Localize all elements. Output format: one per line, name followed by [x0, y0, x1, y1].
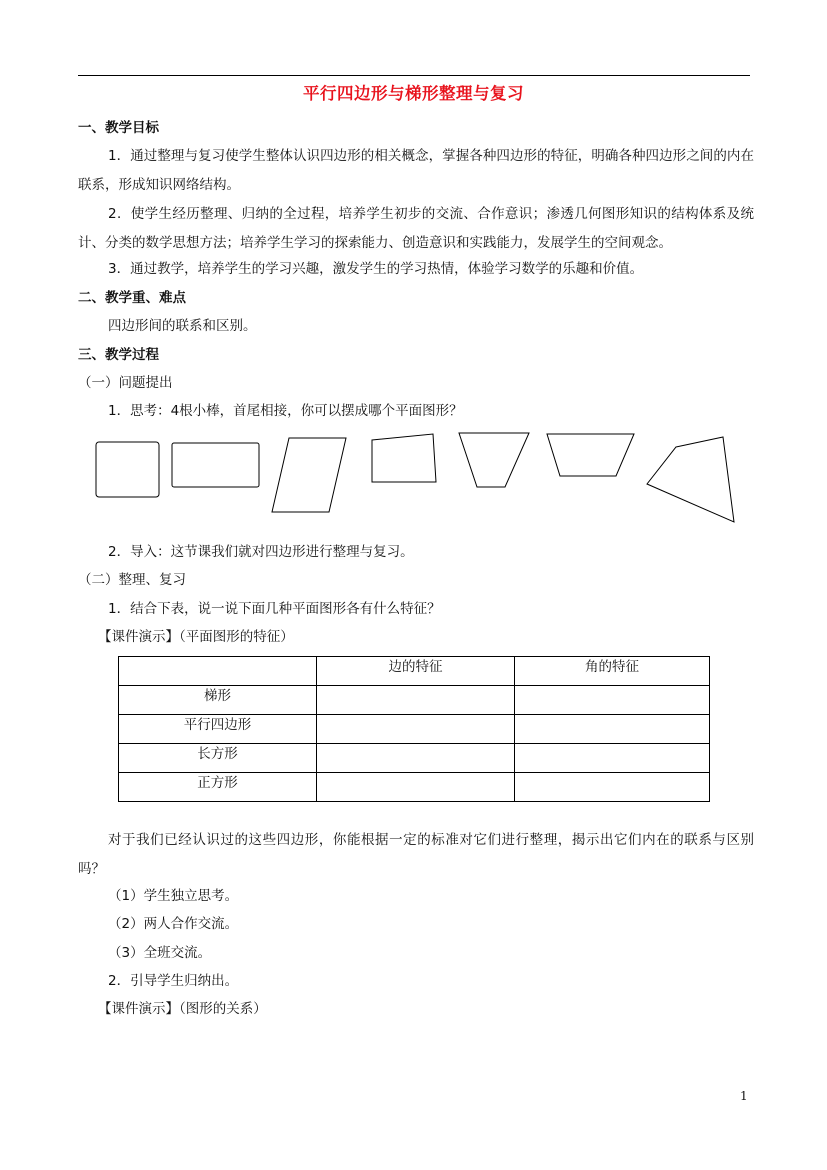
rectangle-shape-icon [172, 443, 259, 487]
table-header-row [119, 657, 710, 686]
part1-heading: （一）问题提出 [78, 375, 173, 391]
classification-paragraph: 对于我们已经认识过的这些四边形，你能根据一定的标准对它们进行整理，揭示出它们内在的联系与区别吗？ [78, 832, 754, 877]
section2-text: 四边形间的联系和区别。 [108, 318, 257, 334]
goal-1: 1．通过整理与复习使学生整体认识四边形的相关概念，掌握各种四边形的特征，明确各种四边形之间的内在联系，形成知识网络结构。 [78, 148, 754, 193]
courseware-demo-1: 【课件演示】（平面图形的特征） [98, 629, 294, 645]
table-row-label: 长方形 [119, 744, 317, 773]
table-row [119, 686, 710, 715]
table-row-label: 梯形 [119, 686, 317, 715]
part2-question2: 2．引导学生归纳出。 [108, 973, 239, 989]
section3-heading: 三、教学过程 [78, 347, 159, 363]
part2-heading: （二）整理、复习 [78, 572, 186, 588]
table-header-cell: 角的特征 [515, 657, 710, 686]
table-cell [317, 773, 515, 802]
page-number: 1 [740, 1089, 748, 1103]
wide-trapezoid-shape-icon [547, 434, 634, 476]
part1-question1: 1．思考：4根小棒，首尾相接，你可以摆成哪个平面图形？ [108, 403, 463, 419]
goal-3: 3．通过教学，培养学生的学习兴趣，激发学生的学习热情，体验学习数学的乐趣和价值。 [108, 261, 644, 277]
parallelogram-shape-icon [272, 438, 346, 512]
step-2: （2）两人合作交流。 [108, 916, 239, 932]
table-cell [317, 686, 515, 715]
square-shape-icon [96, 442, 159, 497]
table-row [119, 744, 710, 773]
quadrilateral-figures [0, 0, 827, 560]
goal-2: 2．使学生经历整理、归纳的全过程，培养学生初步的交流、合作意识；渗透几何图形知识的结构体系及统计、分类的数学思想方法；培养学生学习的探索能力、创造意识和实践能力，发展学生的空间观念。 [78, 206, 754, 251]
section1-heading: 一、教学目标 [78, 120, 159, 136]
part1-question2: 2．导入：这节课我们就对四边形进行整理与复习。 [108, 544, 414, 560]
step-3: （3）全班交流。 [108, 945, 212, 961]
table-cell [317, 744, 515, 773]
table-row-label: 平行四边形 [119, 715, 317, 744]
section2-heading: 二、教学重、难点 [78, 290, 186, 306]
irregular-quadrilateral-shape-icon [372, 434, 436, 482]
table-row-label: 正方形 [119, 773, 317, 802]
kite-quadrilateral-shape-icon [647, 437, 734, 522]
table-cell [515, 715, 710, 744]
table-row [119, 715, 710, 744]
courseware-demo-2: 【课件演示】（图形的关系） [98, 1001, 267, 1017]
trapezoid-shape-icon [459, 433, 529, 487]
part2-question1: 1．结合下表，说一说下面几种平面图形各有什么特征？ [108, 601, 441, 617]
step-1: （1）学生独立思考。 [108, 888, 239, 904]
table-header-cell [119, 657, 317, 686]
table-row [119, 773, 710, 802]
table-cell [515, 686, 710, 715]
features-table [118, 656, 710, 802]
table-cell [515, 773, 710, 802]
table-cell [317, 715, 515, 744]
table-header-cell: 边的特征 [317, 657, 515, 686]
table-cell [515, 744, 710, 773]
document-title: 平行四边形与梯形整理与复习 [303, 84, 524, 103]
